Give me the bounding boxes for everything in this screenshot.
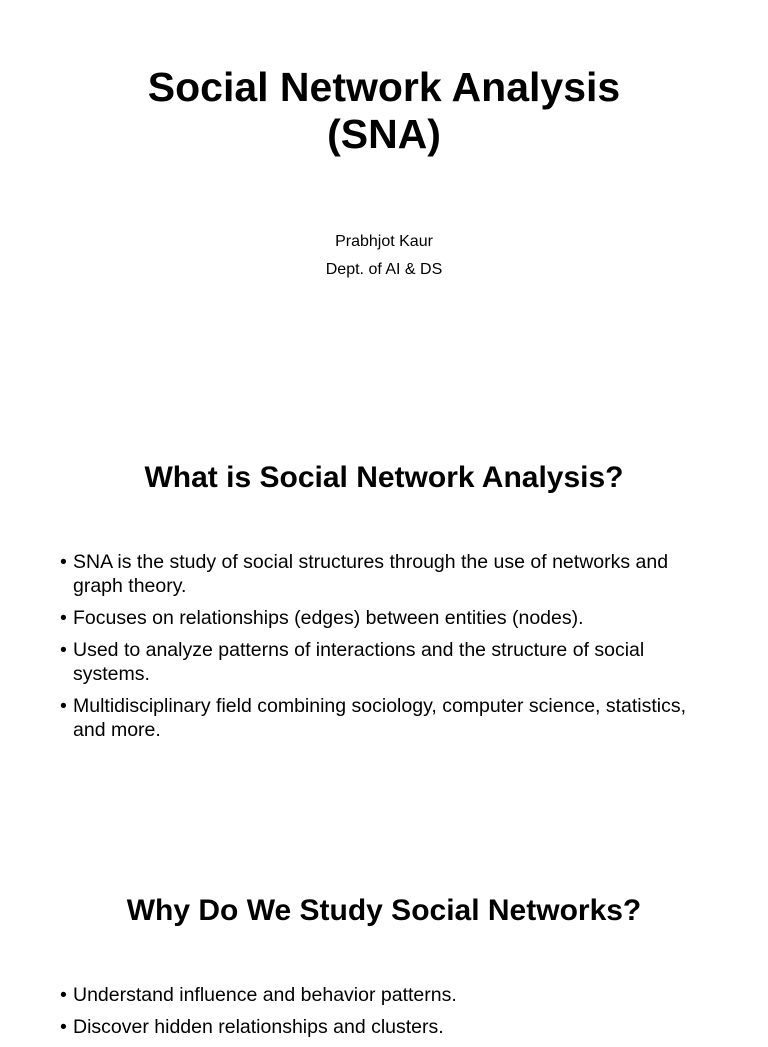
bullet-icon: • — [60, 1016, 67, 1038]
list-item — [60, 983, 710, 1007]
list-item — [60, 550, 710, 598]
bullet-icon: • — [60, 551, 67, 573]
author-department: Dept. of AI & DS — [325, 261, 443, 278]
list-item-text: Used to analyze patterns of interactions and the structure of social systems. — [73, 639, 645, 685]
page-title — [0, 64, 768, 158]
list-item-text: Understand influence and behavior patterns. — [73, 984, 457, 1006]
list-item — [60, 694, 710, 742]
list-item-text: Focuses on relationships (edges) between entities (nodes). — [73, 607, 584, 629]
list-item — [60, 606, 710, 630]
bullet-list-what — [60, 550, 710, 750]
list-item — [60, 638, 710, 686]
bullet-icon: • — [60, 639, 67, 661]
title-line-1: Social Network Analysis — [147, 64, 621, 110]
author-name: Prabhjot Kaur — [335, 233, 433, 250]
bullet-list-why — [60, 983, 710, 1047]
section-heading-what: What is Social Network Analysis? — [144, 461, 624, 494]
section-heading-why: Why Do We Study Social Networks? — [126, 894, 642, 927]
title-line-2: (SNA) — [327, 111, 441, 157]
bullet-icon: • — [60, 984, 67, 1006]
list-item-text: Discover hidden relationships and clusters. — [73, 1016, 444, 1038]
bullet-icon: • — [60, 607, 67, 629]
bullet-icon: • — [60, 695, 67, 717]
list-item-text: SNA is the study of social structures through the use of networks and graph theory. — [73, 551, 669, 597]
author-block — [0, 228, 768, 284]
list-item-text: Multidisciplinary field combining sociology, computer science, statistics, and more. — [73, 695, 687, 741]
list-item — [60, 1015, 710, 1039]
